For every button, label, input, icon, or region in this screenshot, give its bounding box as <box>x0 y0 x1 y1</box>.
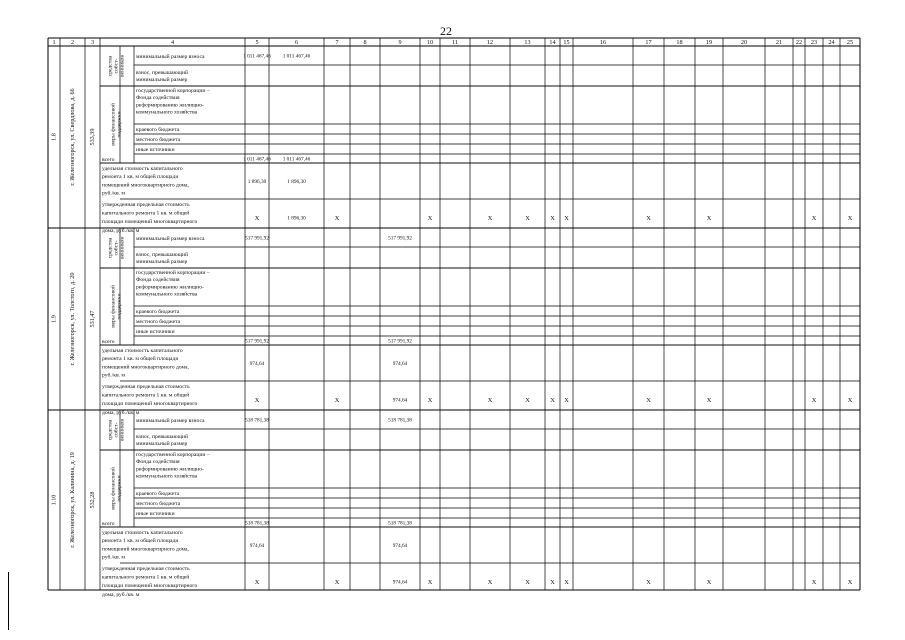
row-label-regional: краевого бюджета <box>136 127 180 133</box>
owners-funds-label: средства <box>107 55 114 77</box>
row-label-regional: краевого бюджета <box>136 309 180 315</box>
owners-funds-label: средства <box>107 419 114 441</box>
x-mark: X <box>706 215 712 222</box>
row-label-exceed-fee: взнос, превышающий <box>136 434 188 440</box>
x-mark: X <box>706 397 712 404</box>
row-label-limit-cost: утвержденная предельная стоимость <box>102 384 190 390</box>
min-fee-value: 1 011 467,46 <box>282 53 311 60</box>
limit-cost-value: 974,64 <box>392 397 408 404</box>
row-label-total: всего <box>102 157 115 163</box>
owners-funds-label: собст- <box>113 240 120 256</box>
column-header: 8 <box>363 39 367 46</box>
x-mark: X <box>334 579 340 586</box>
column-header: 9 <box>398 39 402 46</box>
total-value: 518 781,38 <box>388 520 412 527</box>
x-mark: X <box>550 579 555 586</box>
total-value: 517 991,92 <box>388 338 412 345</box>
row-label-total: всего <box>102 339 115 345</box>
column-header: 6 <box>294 39 299 46</box>
x-mark: X <box>254 397 260 404</box>
column-header: 23 <box>810 39 818 46</box>
unit-cost-value: 974,64 <box>392 361 408 367</box>
column-header: 11 <box>452 39 458 46</box>
x-mark: X <box>427 215 433 222</box>
support-label: поддержки <box>116 293 123 320</box>
unit-cost-value: 974,64 <box>392 543 408 549</box>
row-label-local: местного бюджета <box>136 137 181 143</box>
x-mark: X <box>427 397 433 404</box>
row-label-limit-cost: капитального ремонта 1 кв. м общей <box>102 392 190 399</box>
row-label-limit-cost: дома, руб./кв. м <box>102 591 140 598</box>
column-header: 21 <box>775 39 783 46</box>
column-header: 1 <box>52 39 56 46</box>
row-label-limit-cost: утвержденная предельная стоимость <box>102 202 190 208</box>
x-mark: X <box>334 397 340 404</box>
row-label-state-corp: коммунального хозяйства <box>136 473 198 480</box>
column-header: 13 <box>524 39 531 46</box>
x-mark: X <box>564 579 569 586</box>
row-label-state-corp: государственной корпорации – <box>136 270 210 276</box>
x-mark: X <box>487 397 493 404</box>
block-number: 1.10 <box>50 494 58 506</box>
column-header: 14 <box>549 39 556 46</box>
row-label-min-fee: минимальный размер взноса <box>136 418 205 424</box>
row-label-min-fee: минимальный размер взноса <box>136 236 205 242</box>
x-mark: X <box>550 397 555 404</box>
column-header: 19 <box>705 39 713 46</box>
unit-cost-value: 974,64 <box>249 543 265 549</box>
x-mark: X <box>254 215 260 222</box>
total-value: 1 011 467,46 <box>243 156 271 163</box>
row-label-other: иные источники <box>136 511 175 517</box>
address-label: г. Железногорск, ул. Калинина, д. 19 <box>68 452 76 548</box>
x-mark: X <box>525 215 530 222</box>
unit-cost-value: 974,64 <box>249 361 265 367</box>
min-fee-value: 517 991,92 <box>388 235 412 242</box>
row-label-unit-cost: удельная стоимость капитального <box>102 166 183 172</box>
total-value: 517 991,92 <box>245 338 269 345</box>
support-label: меры финансовой <box>110 103 117 146</box>
column-header: 24 <box>828 39 835 46</box>
row-label-state-corp: Фонда содействия <box>136 95 180 102</box>
area-value: 532,28 <box>88 491 96 509</box>
row-label-regional: краевого бюджета <box>136 491 180 497</box>
row-label-unit-cost: ремонта 1 кв. м общей площади <box>102 538 179 545</box>
page-number: 22 <box>440 24 452 38</box>
x-mark: X <box>564 397 569 404</box>
x-mark: X <box>646 397 651 404</box>
row-label-unit-cost: помещений многоквартирного дома, <box>102 364 189 371</box>
row-label-state-corp: Фонда содействия <box>136 459 180 466</box>
row-label-min-fee: минимальный размер взноса <box>136 54 205 60</box>
row-label-limit-cost: дома, руб./кв. м <box>102 409 140 416</box>
owners-funds-label: венников <box>119 237 126 259</box>
x-mark: X <box>254 579 260 586</box>
total-value: 518 781,38 <box>245 520 269 527</box>
column-header: 22 <box>795 39 803 46</box>
row-label-state-corp: реформированию жилищно- <box>136 102 204 109</box>
x-mark: X <box>706 579 712 586</box>
row-label-limit-cost: дома, руб./кв. м <box>102 227 140 234</box>
x-mark: X <box>847 579 853 586</box>
address-label: г. Железногорск, ул. Свердлова, д. 66 <box>68 88 76 186</box>
column-header: 10 <box>426 39 434 46</box>
x-mark: X <box>811 397 817 404</box>
column-header: 17 <box>645 39 652 46</box>
x-mark: X <box>646 215 651 222</box>
x-mark: X <box>487 215 493 222</box>
column-header: 12 <box>486 39 494 46</box>
min-fee-value: 518 781,38 <box>245 417 269 424</box>
area-value: 531,47 <box>88 310 96 328</box>
column-header: 4 <box>170 39 175 46</box>
row-label-unit-cost: помещений многоквартирного дома, <box>102 182 189 189</box>
support-label: меры финансовой <box>110 467 117 510</box>
row-label-unit-cost: руб./кв. м <box>102 190 125 197</box>
owners-funds-label: венников <box>119 419 126 441</box>
row-label-unit-cost: ремонта 1 кв. м общей площади <box>102 174 179 181</box>
address-label: г. Железногорск, ул. Толстого, д. 20 <box>68 272 76 366</box>
column-header: 5 <box>255 39 259 46</box>
row-label-state-corp: государственной корпорации – <box>136 452 210 458</box>
row-label-limit-cost: утвержденная предельная стоимость <box>102 566 190 572</box>
row-label-state-corp: реформированию жилищно- <box>136 284 204 291</box>
column-header: 2 <box>70 39 75 46</box>
min-fee-value: 1 011 467,46 <box>243 53 271 60</box>
column-header: 15 <box>563 39 570 46</box>
row-label-exceed-fee: минимальный размер <box>136 441 188 448</box>
row-label-unit-cost: удельная стоимость капитального <box>102 530 183 536</box>
row-label-state-corp: коммунального хозяйства <box>136 109 198 116</box>
row-label-total: всего <box>102 521 115 527</box>
support-label: меры финансовой <box>110 285 117 328</box>
unit-cost-value: 1 896,30 <box>247 179 267 185</box>
row-label-unit-cost: руб./кв. м <box>102 554 125 561</box>
owners-funds-label: средства <box>107 237 114 259</box>
owners-funds-label: собст- <box>113 422 120 438</box>
x-mark: X <box>525 397 530 404</box>
row-label-limit-cost: площади помещений многоквартирного <box>102 583 198 590</box>
x-mark: X <box>564 215 569 222</box>
column-header: 20 <box>740 39 748 46</box>
limit-cost-value: 974,64 <box>392 579 408 586</box>
column-header: 25 <box>846 39 854 46</box>
block-number: 1.9 <box>50 315 58 323</box>
x-mark: X <box>487 579 493 586</box>
column-header: 3 <box>90 39 95 46</box>
x-mark: X <box>427 579 433 586</box>
row-label-local: местного бюджета <box>136 501 181 507</box>
support-label: поддержки <box>116 111 123 138</box>
unit-cost-value: 1 896,30 <box>287 179 306 185</box>
owners-funds-label: венников <box>119 55 126 77</box>
row-label-limit-cost: капитального ремонта 1 кв. м общей <box>102 574 190 581</box>
row-label-unit-cost: ремонта 1 кв. м общей площади <box>102 356 179 363</box>
row-label-other: иные источники <box>136 147 175 153</box>
row-label-local: местного бюджета <box>136 319 181 325</box>
row-label-exceed-fee: взнос, превышающий <box>136 252 188 258</box>
row-label-other: иные источники <box>136 329 175 335</box>
x-mark: X <box>525 579 530 586</box>
x-mark: X <box>811 215 817 222</box>
block-number: 1.8 <box>50 133 58 141</box>
row-label-unit-cost: руб./кв. м <box>102 372 125 379</box>
x-mark: X <box>811 579 817 586</box>
owners-funds-label: собст- <box>113 58 120 74</box>
x-mark: X <box>646 579 651 586</box>
row-label-exceed-fee: взнос, превышающий <box>136 70 188 76</box>
row-label-exceed-fee: минимальный размер <box>136 259 188 266</box>
limit-cost-value: 1 896,30 <box>287 215 306 222</box>
total-value: 1 011 467,46 <box>282 156 311 163</box>
x-mark: X <box>334 215 340 222</box>
row-label-limit-cost: площади помещений многоквартирного <box>102 401 198 408</box>
column-header: 16 <box>599 39 607 46</box>
area-value: 533,39 <box>88 128 96 146</box>
row-label-limit-cost: площади помещений многоквартирного <box>102 219 198 226</box>
row-label-unit-cost: помещений многоквартирного дома, <box>102 546 189 553</box>
row-label-exceed-fee: минимальный размер <box>136 77 188 84</box>
row-label-state-corp: государственной корпорации – <box>136 88 210 94</box>
row-label-state-corp: коммунального хозяйства <box>136 291 198 298</box>
min-fee-value: 518 781,38 <box>388 417 412 424</box>
min-fee-value: 517 991,92 <box>245 235 269 242</box>
support-label: поддержки <box>116 475 123 502</box>
x-mark: X <box>847 215 853 222</box>
column-header: 7 <box>335 39 339 46</box>
row-label-state-corp: реформированию жилищно- <box>136 466 204 473</box>
row-label-limit-cost: капитального ремонта 1 кв. м общей <box>102 210 190 217</box>
x-mark: X <box>847 397 853 404</box>
row-label-state-corp: Фонда содействия <box>136 277 180 284</box>
column-header: 18 <box>676 39 683 46</box>
x-mark: X <box>550 215 555 222</box>
row-label-unit-cost: удельная стоимость капитального <box>102 348 183 354</box>
